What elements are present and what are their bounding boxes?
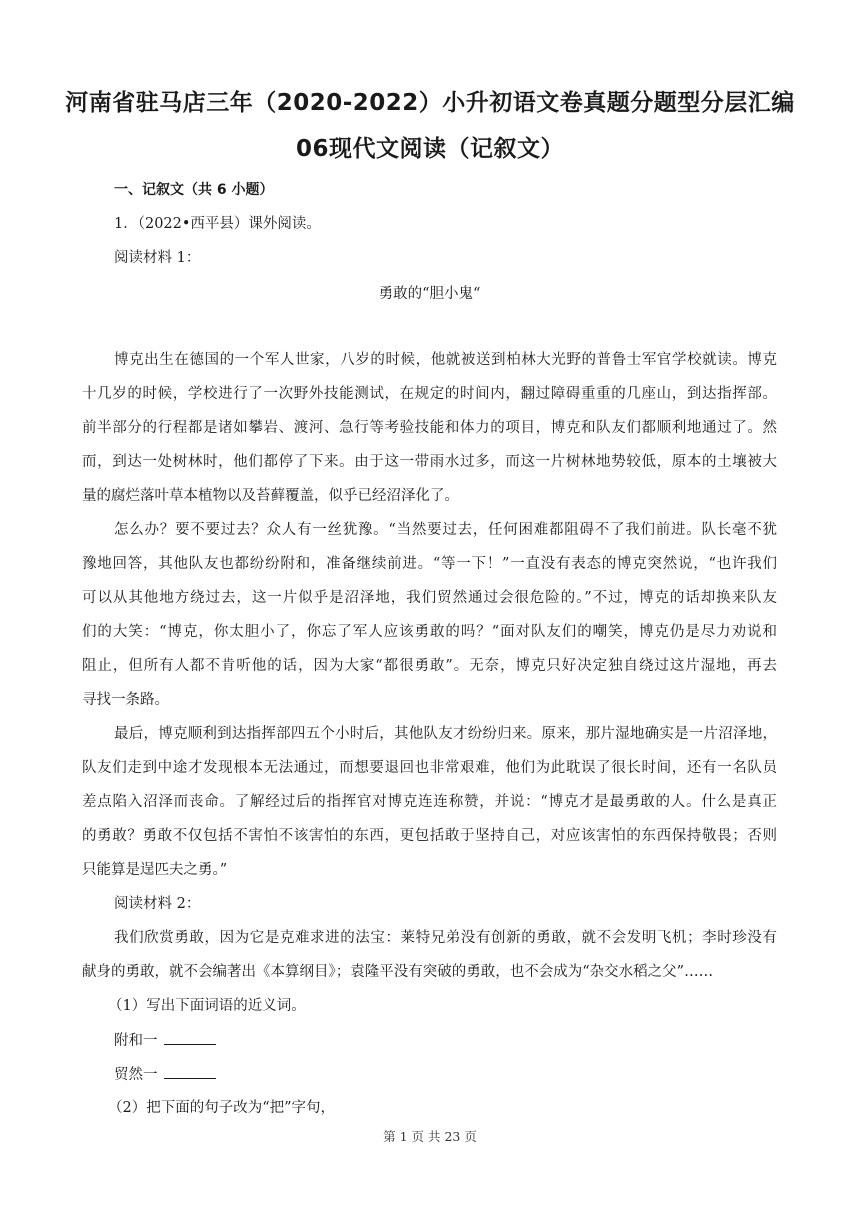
paragraph-line: 们的大笑：“博克，你太胆小了，你忘了军人应该勇敢的吗？“面对队友们的嘲笑，博克仍是尽力劝说和 xyxy=(82,624,777,640)
story-title: 勇敢的“胆小鬼“ xyxy=(378,286,481,302)
paragraph-line: 怎么办？要不要过去？众人有一丝犹豫。“当然要过去，任何困难都阻碍不了我们前进。队长毫不犹 xyxy=(114,522,777,538)
paragraph-line: 差点陷入沼泽而丧命。了解经过后的指挥官对博克连连称赞，并说：“博克才是最勇敢的人。什么是真正 xyxy=(82,794,777,810)
document-title-line2: 06现代文阅读（记叙文） xyxy=(295,136,564,162)
paragraph-line: 博克出生在德国的一个军人世家，八岁的时候，他就被送到柏林大光野的普鲁士军官学校就读。博克 xyxy=(114,352,777,368)
answer-blank[interactable] xyxy=(164,1064,216,1079)
paragraph-line: 量的腐烂落叶草本植物以及苔藓覆盖，似乎已经沼泽化了。 xyxy=(82,488,459,504)
paragraph-line: 献身的勇敢，就不会编著出《本算纲目》；袁隆平没有突破的勇敢，也不会成为“杂交水稻之父”…… xyxy=(82,964,714,980)
paragraph-line: 豫地回答，其他队友也都纷纷附和，准备继续前进。“等一下！”一直没有表态的博克突然说，“也许我们 xyxy=(82,556,777,572)
question-intro: 1．（2022•西平县）课外阅读。 xyxy=(114,216,321,232)
page-footer: 第 1 页 共 23 页 xyxy=(383,1129,477,1144)
paragraph-line: 最后，博克顺利到达指挥部四五个小时后，其他队友才纷纷归来。原来，那片湿地确实是一片沼泽地， xyxy=(114,726,777,742)
paragraph-line: 十几岁的时候，学校进行了一次野外技能测试，在规定的时间内，翻过障碍重重的几座山，到达指挥部。 xyxy=(82,386,777,402)
paragraph-line: 而，到达一处树林时，他们都停了下来。由于这一带雨水过多，而这一片树林地势较低，原本的土壤被大 xyxy=(82,454,777,470)
section-heading: 一、记叙文（共 6 小题） xyxy=(114,182,274,198)
material1-label: 阅读材料 1： xyxy=(114,250,201,266)
paragraph-line: 阻止，但所有人都不肯听他的话，因为大家“都很勇敢”。无奈，博克只好决定独自绕过这片湿地，再去 xyxy=(82,658,777,674)
answer-blank[interactable] xyxy=(164,1030,216,1045)
paragraph-line: 我们欣赏勇敢，因为它是克难求进的法宝：莱特兄弟没有创新的勇敢，就不会发明飞机；李时珍没有 xyxy=(114,930,777,946)
paragraph-line: 寻找一条路。 xyxy=(82,692,169,708)
paragraph-line: 可以从其他地方绕过去，这一片似乎是沼泽地，我们贸然通过会很危险的。”不过，博克的话却换来队友 xyxy=(82,590,777,606)
question-1-item-2 xyxy=(114,1064,216,1085)
question-1-item-2-label: 贸然一 xyxy=(114,1067,158,1083)
document-title-line1: 河南省驻马店三年（2020-2022）小升初语文卷真题分题型分层汇编 xyxy=(65,90,795,116)
paragraph-line: 前半部分的行程都是诸如攀岩、渡河、急行等考验技能和体力的项目，博克和队友们都顺利地通过了。然 xyxy=(82,420,777,436)
paragraph-line: 队友们走到中途才发现根本无法通过，而想要退回也非常艰难，他们为此耽误了很长时间，还有一名队员 xyxy=(82,760,777,776)
question-2: （2）把下面的句子改为“把”字句， xyxy=(108,1100,336,1116)
paragraph-line: 的勇敢？勇敢不仅包括不害怕不该害怕的东西，更包括敢于坚持自己，对应该害怕的东西保持敬畏；否则 xyxy=(82,828,777,844)
question-1-item-1 xyxy=(114,1030,216,1051)
paragraph-line: 只能算是逞匹夫之勇。” xyxy=(82,862,228,878)
material2-label: 阅读材料 2： xyxy=(114,896,201,912)
question-1: （1）写出下面词语的近义词。 xyxy=(108,998,306,1014)
question-1-item-1-label: 附和一 xyxy=(114,1033,158,1049)
